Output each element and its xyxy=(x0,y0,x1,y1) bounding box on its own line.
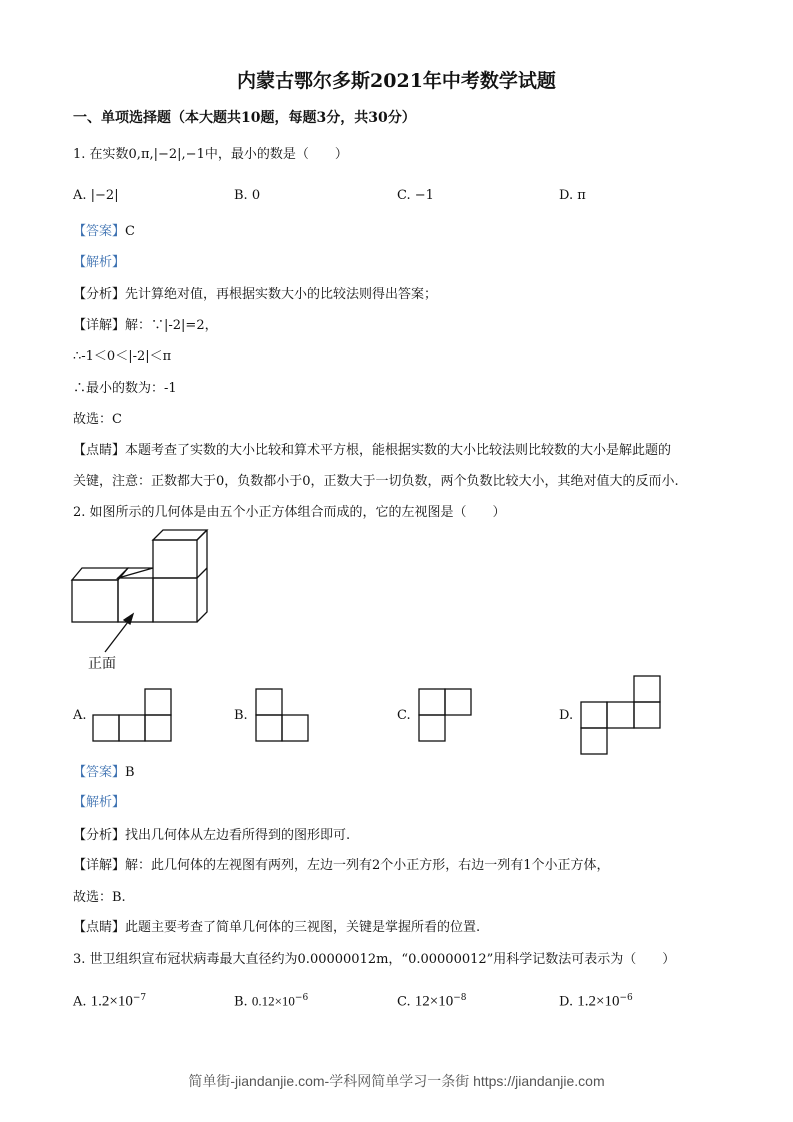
q1-line: 【点睛】本题考查了实数的大小比较和算术平方根，能根据实数的大小比较法则比较数的大小是解此题的 xyxy=(73,443,672,458)
option-label: B. xyxy=(234,994,248,1010)
q1-line: 【分析】先计算绝对值，再根据实数大小的比较法则得出答案； xyxy=(73,287,438,302)
answer-value: B xyxy=(125,765,135,780)
q3-option-d xyxy=(559,989,633,1011)
option-base: 12×10 xyxy=(414,993,454,1010)
q2-option-a: A. xyxy=(73,708,87,723)
q1-option-d: D. π xyxy=(559,188,586,203)
option-d-figure xyxy=(581,676,660,754)
q3-option-a xyxy=(73,989,146,1011)
option-label: C. xyxy=(397,994,411,1010)
q2-stem: 2. 如图所示的几何体是由五个小正方体组合而成的，它的左视图是（ ） xyxy=(73,505,506,520)
q1-stem: 1. 在实数0,π,|−2|,−1中，最小的数是（ ） xyxy=(73,147,348,162)
q1-line: 故选：C xyxy=(73,412,122,427)
answer-tag: 【答案】 xyxy=(73,224,126,239)
q1-line: 【详解】解：∵|-2|=2， xyxy=(73,318,218,333)
q2-option-d: D. xyxy=(559,708,574,723)
option-label: D. xyxy=(559,994,574,1010)
q2-line: 【分析】找出几何体从左边看所得到的图形即可. xyxy=(73,828,351,843)
front-label: 正面 xyxy=(88,655,116,671)
q1-analysis-tag: 【解析】 xyxy=(73,255,126,270)
q1-option-a: A. |−2| xyxy=(73,188,119,203)
option-base: 1.2×10 xyxy=(90,993,133,1010)
q3-option-c xyxy=(397,989,467,1011)
solid-figure xyxy=(72,530,207,622)
answer-value: C xyxy=(125,224,135,239)
q1-option-c: C. −1 xyxy=(397,188,434,203)
page-title: 内蒙古鄂尔多斯2021年中考数学试题 xyxy=(237,70,556,92)
q2-option-b: B. xyxy=(234,708,248,723)
q3-option-b xyxy=(234,989,308,1011)
option-c-figure xyxy=(419,689,471,741)
option-base: 1.2×10 xyxy=(577,993,620,1010)
answer-tag: 【答案】 xyxy=(73,765,126,780)
option-exponent: −6 xyxy=(619,993,633,1003)
q2-line: 故选：B. xyxy=(73,890,126,905)
q1-option-b: B. 0 xyxy=(234,188,261,203)
q1-line: 关键，注意：正数都大于0，负数都小于0，正数大于一切负数，两个负数比较大小，其绝对值大的反而小. xyxy=(73,474,679,489)
q2-line: 【点睛】此题主要考查了简单几何体的三视图，关键是掌握所看的位置. xyxy=(73,920,481,935)
option-exponent: −8 xyxy=(453,993,467,1003)
q1-line: ∴最小的数为：-1 xyxy=(73,381,177,396)
q3-stem: 3. 世卫组织宣布冠状病毒最大直径约为0.00000012m，“0.00000012”用科学记数法可表示为（ ） xyxy=(73,952,676,967)
q2-answer xyxy=(73,764,135,782)
option-exponent: −7 xyxy=(132,993,147,1003)
q2-analysis-tag: 【解析】 xyxy=(73,795,126,810)
q1-line: ∴-1＜0＜|-2|＜π xyxy=(73,349,172,364)
option-b-figure xyxy=(256,689,308,741)
option-label: A. xyxy=(73,994,87,1010)
q2-line: 【详解】解：此几何体的左视图有两列，左边一列有2个小正方形，右边一列有1个小正方体， xyxy=(73,858,610,873)
front-arrow xyxy=(105,614,133,652)
q2-option-c: C. xyxy=(397,708,411,723)
option-exponent: −6 xyxy=(294,993,309,1003)
section-heading: 一、单项选择题（本大题共10题，每题3分，共30分） xyxy=(73,110,416,126)
footer-watermark: 简单街-jiandanjie.com-学科网简单学习一条街 https://jiandanjie.com xyxy=(188,1073,605,1089)
option-a-figure xyxy=(93,689,171,741)
option-base: 0.12×10 xyxy=(251,993,295,1009)
